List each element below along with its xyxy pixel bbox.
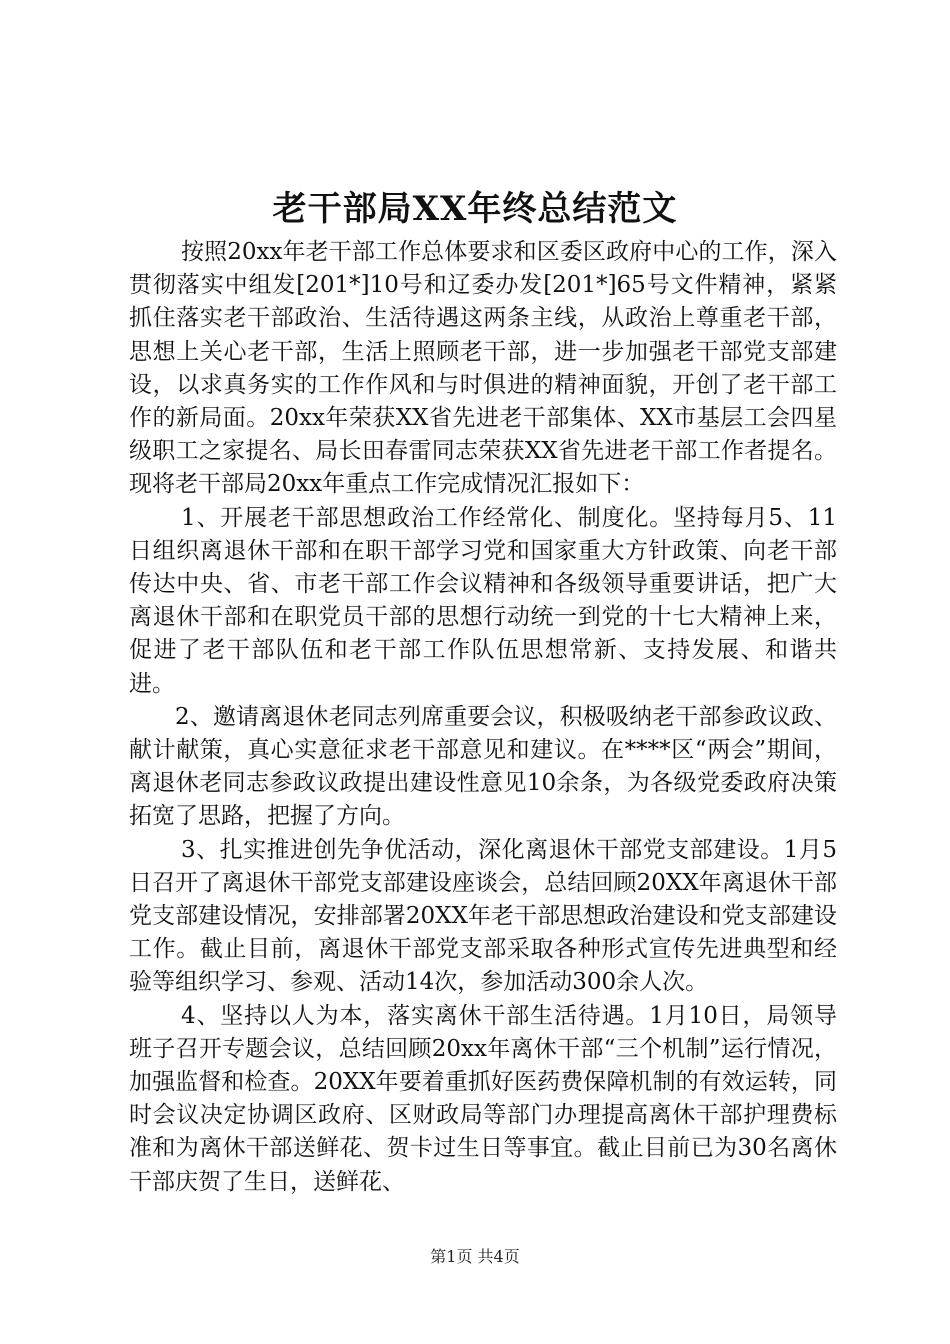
intro-paragraph: 按照20xx年老干部工作总体要求和区委区政府中心的工作，深入贯彻落实中组发[201*]10号和辽委办发[201*]65号文件精神，紧紧抓住落实老干部政治、生活待遇这两条主线，从政治上尊重老干部，思想上关心老干部，生活上照顾老干部，进一步加强老干部党支部建设，以求真务实的工作作风和与时俱进的精神面貌，开创了老干部工作的新局面。20xx年荣获XX省先进老干部集体、XX市基层工会四星级职工之家提名、局长田春雷同志荣获XX省先进老干部工作者提名。现将老干部局20xx年重点工作完成情况汇报如下： [129, 239, 837, 498]
document-title: 老干部局XX年终总结范文 [272, 189, 678, 229]
page-number-footer: 第1页 共4页 [430, 1247, 520, 1266]
item-2-paragraph: 2、邀请离退休老同志列席重要会议，积极吸纳老干部参政议政、献计献策，真心实意征求老干部意见和建议。在****区“两会”期间，离退休老同志参政议政提出建设性意见10余条，为各级党委政府决策拓宽了思路，把握了方向。 [129, 703, 837, 830]
item-3-paragraph: 3、扎实推进创先争优活动，深化离退休干部党支部建设。1月5日召开了离退休干部党支部建设座谈会，总结回顾20XX年离退休干部党支部建设情况，安排部署20XX年老干部思想政治建设和党支部建设工作。截止目前，离退休干部党支部采取各种形式宣传先进典型和经验等组织学习、参观、活动14次，参加活动300余人次。 [129, 836, 837, 996]
document-body [129, 236, 837, 1199]
item-1-paragraph: 1、开展老干部思想政治工作经常化、制度化。坚持每月5、11日组织离退休干部和在职干部学习党和国家重大方针政策、向老干部传达中央、省、市老干部工作会议精神和各级领导重要讲话，把广大离退休干部和在职党员干部的思想行动统一到党的十七大精神上来，促进了老干部队伍和老干部工作队伍思想常新、支持发展、和谐共进。 [129, 504, 837, 697]
item-4-paragraph: 4、坚持以人为本，落实离休干部生活待遇。1月10日，局领导班子召开专题会议，总结回顾20xx年离休干部“三个机制”运行情况，加强监督和检查。20XX年要着重抓好医药费保障机制的有效运转，同时会议决定协调区政府、区财政局等部门办理提高离休干部护理费标准和为离休干部送鲜花、贺卡过生日等事宜。截止目前已为30名离休干部庆贺了生日，送鲜花、 [129, 1002, 837, 1195]
